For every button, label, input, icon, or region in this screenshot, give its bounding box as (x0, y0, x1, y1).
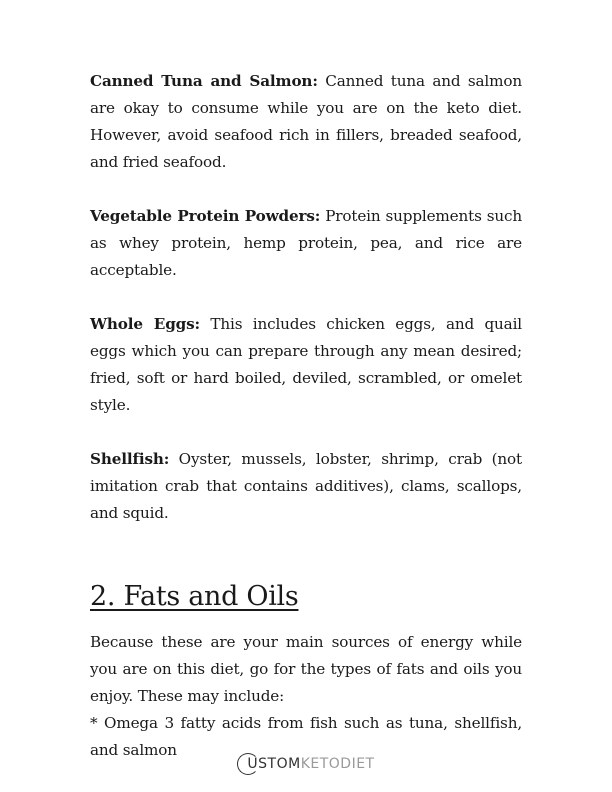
term-vegetable-protein-powders: Vegetable Protein Powders: (90, 207, 321, 225)
paragraph-whole-eggs (90, 311, 522, 419)
term-canned-tuna-salmon: Canned Tuna and Salmon: (90, 72, 318, 90)
logo-text-light: KETODIET (300, 756, 375, 772)
text-vegetable-protein-powders: Protein supplements such as whey protein, hemp protein, pea, and rice are acceptable. (90, 207, 522, 279)
paragraph-canned-tuna-salmon (90, 68, 522, 176)
section-heading: 2. Fats and Oils (90, 581, 299, 612)
list-item: * Omega 3 fatty acids from fish such as tuna, shellfish, and salmon (90, 714, 522, 759)
page-content (90, 68, 522, 764)
text-shellfish: Oyster, mussels, lobster, shrimp, crab (not imitation crab that contains additives), clams, scallops, and squid. (90, 450, 522, 522)
paragraph-shellfish (90, 446, 522, 527)
paragraph-vegetable-protein-powders (90, 203, 522, 284)
brand-logo (237, 753, 374, 775)
text-whole-eggs: This includes chicken eggs, and quail eggs which you can prepare through any mean desired; fried, soft or hard boiled, deviled, scrambled, or omelet style. (90, 315, 522, 414)
section-intro: Because these are your main sources of energy while you are on this diet, go for the types of fats and oils you enjoy. These may include: (90, 633, 522, 705)
text-canned-tuna-salmon: Canned tuna and salmon are okay to consume while you are on the keto diet. However, avoid seafood rich in fillers, breaded seafood, and fried seafood. (90, 72, 523, 171)
footer (0, 750, 612, 778)
term-whole-eggs: Whole Eggs: (90, 315, 200, 333)
logo-text-strong: USTOM (247, 756, 301, 772)
term-shellfish: Shellfish: (90, 450, 170, 468)
